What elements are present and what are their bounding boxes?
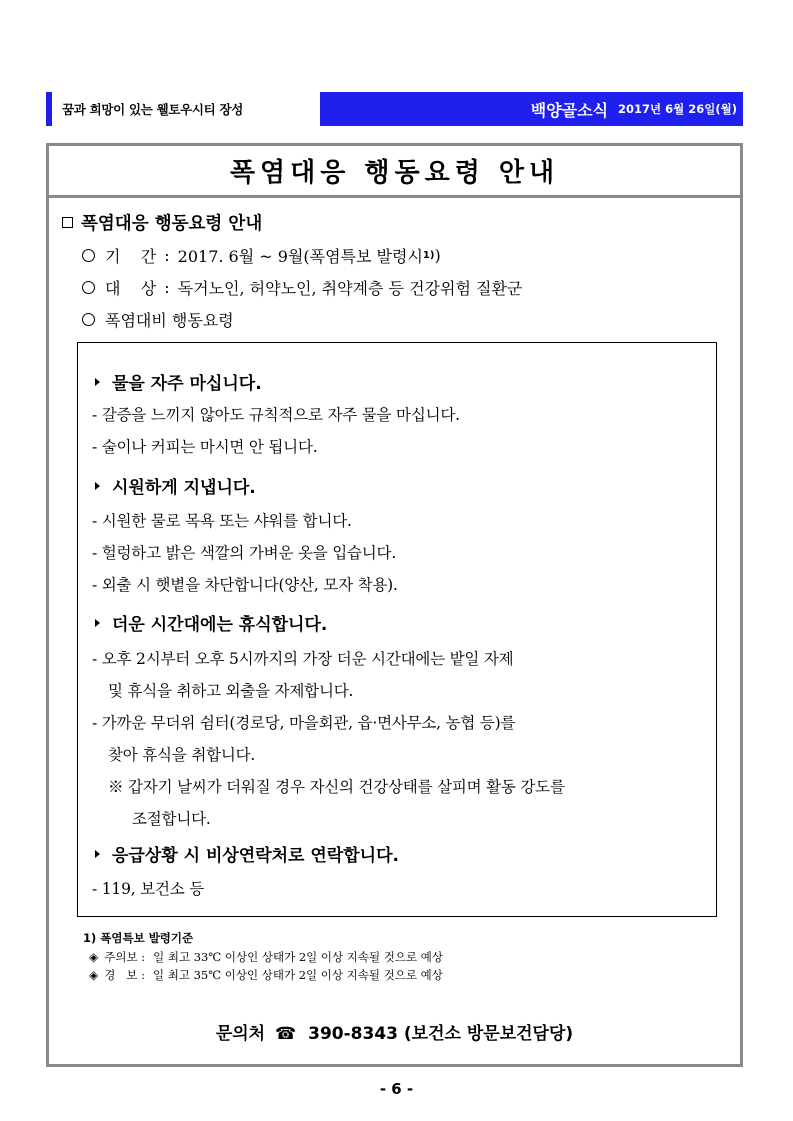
- diamond-bullet-icon: ◈: [89, 968, 99, 982]
- target-separator: :: [164, 278, 170, 297]
- period-value: 2017. 6월 ~ 9월(폭염특보 발령시: [177, 247, 423, 266]
- header-banner: [320, 92, 743, 126]
- warning-1-text: 일 최고 33℃ 이상인 상태가 2일 이상 지속될 것으로 예상: [153, 950, 443, 964]
- rest-line-1a: - 오후 2시부터 오후 5시까지의 가장 더운 시간대에는 밭일 자제: [92, 650, 514, 668]
- rest-heading-text: 더운 시간대에는 휴식합니다.: [112, 615, 328, 635]
- footnote-title: 1) 폭염특보 발령기준: [83, 931, 194, 945]
- rest-line-1b: 및 휴식을 취하고 외출을 자제합니다.: [108, 682, 354, 700]
- diamond-bullet-icon: ◈: [89, 950, 99, 964]
- target-label: 대 상: [105, 279, 157, 298]
- square-bullet-icon: [62, 217, 73, 228]
- warning-2-label: 경 보 :: [104, 968, 145, 982]
- contact-number: 390-8343: [308, 1024, 398, 1044]
- issue-date: 2017년 6월 26일(월): [618, 102, 737, 116]
- guide-box: [77, 342, 717, 917]
- prep-line: [82, 308, 234, 331]
- circle-bullet-icon: [82, 281, 95, 294]
- cool-line-2: - 헐렁하고 밝은 색깔의 가벼운 옷을 입습니다.: [92, 544, 397, 562]
- period-line: [82, 244, 441, 267]
- circle-bullet-icon: [82, 313, 95, 326]
- emergency-heading: [95, 841, 399, 866]
- triangle-bullet-icon: [95, 482, 100, 490]
- emergency-line-1: - 119, 보건소 등: [92, 880, 205, 898]
- header-slogan: 꿈과 희망이 있는 웰토우시티 장성: [62, 102, 244, 117]
- phone-icon: ☎: [275, 1024, 297, 1044]
- newsletter-name: 백양골소식: [530, 100, 609, 120]
- footnote-ref: 1): [422, 250, 435, 261]
- cool-line-1: - 시원한 물로 목욕 또는 샤워를 합니다.: [92, 512, 352, 530]
- triangle-bullet-icon: [95, 378, 100, 386]
- cool-heading: [95, 473, 256, 498]
- cool-heading-text: 시원하게 지냅니다.: [112, 478, 256, 498]
- contact-label: 문의처: [215, 1024, 266, 1044]
- rest-line-2b: 찾아 휴식을 취합니다.: [108, 746, 256, 764]
- water-heading-text: 물을 자주 마십니다.: [112, 374, 262, 394]
- footnote-warning-1: [89, 949, 443, 965]
- warning-2-text: 일 최고 35℃ 이상인 상태가 2일 이상 지속될 것으로 예상: [152, 968, 443, 982]
- rest-note-a: ※ 갑자기 날씨가 더워질 경우 자신의 건강상태를 살피며 활동 강도를: [108, 778, 565, 796]
- triangle-bullet-icon: [95, 850, 100, 858]
- target-value: 독거노인, 허약노인, 취약계층 등 건강위험 질환군: [177, 279, 523, 298]
- water-line-2: - 술이나 커피는 마시면 안 됩니다.: [92, 438, 318, 456]
- period-close: ): [434, 246, 441, 265]
- page-number: - 6 -: [379, 1080, 414, 1098]
- cool-line-3: - 외출 시 햇볕을 차단합니다(양산, 모자 착용).: [92, 576, 398, 594]
- section-heading: [62, 210, 262, 235]
- rest-note-b: 조절합니다.: [132, 810, 211, 828]
- period-separator: :: [164, 246, 170, 265]
- section-heading-text: 폭염대응 행동요령 안내: [81, 214, 263, 234]
- target-line: [82, 276, 522, 299]
- water-heading: [95, 369, 262, 394]
- contact-office: (보건소 방문보건담당): [403, 1024, 574, 1044]
- circle-bullet-icon: [82, 249, 95, 262]
- water-line-1: - 갈증을 느끼지 않아도 규칙적으로 자주 물을 마십니다.: [92, 406, 460, 424]
- contact-line: [49, 1019, 740, 1044]
- warning-1-label: 주의보 :: [104, 950, 146, 964]
- page-title: 폭염대응 행동요령 안내: [49, 146, 740, 198]
- rest-heading: [95, 610, 327, 635]
- emergency-heading-text: 응급상황 시 비상연락처로 연락합니다.: [112, 846, 399, 866]
- newsletter-header: [46, 92, 743, 126]
- rest-line-2a: - 가까운 무더위 쉼터(경로당, 마을회관, 읍·면사무소, 농협 등)를: [92, 714, 516, 732]
- period-label: 기 간: [105, 247, 157, 266]
- prep-label: 폭염대비 행동요령: [105, 311, 234, 330]
- notice-frame: [46, 143, 743, 1067]
- footnote-warning-2: [89, 967, 443, 983]
- triangle-bullet-icon: [95, 619, 100, 627]
